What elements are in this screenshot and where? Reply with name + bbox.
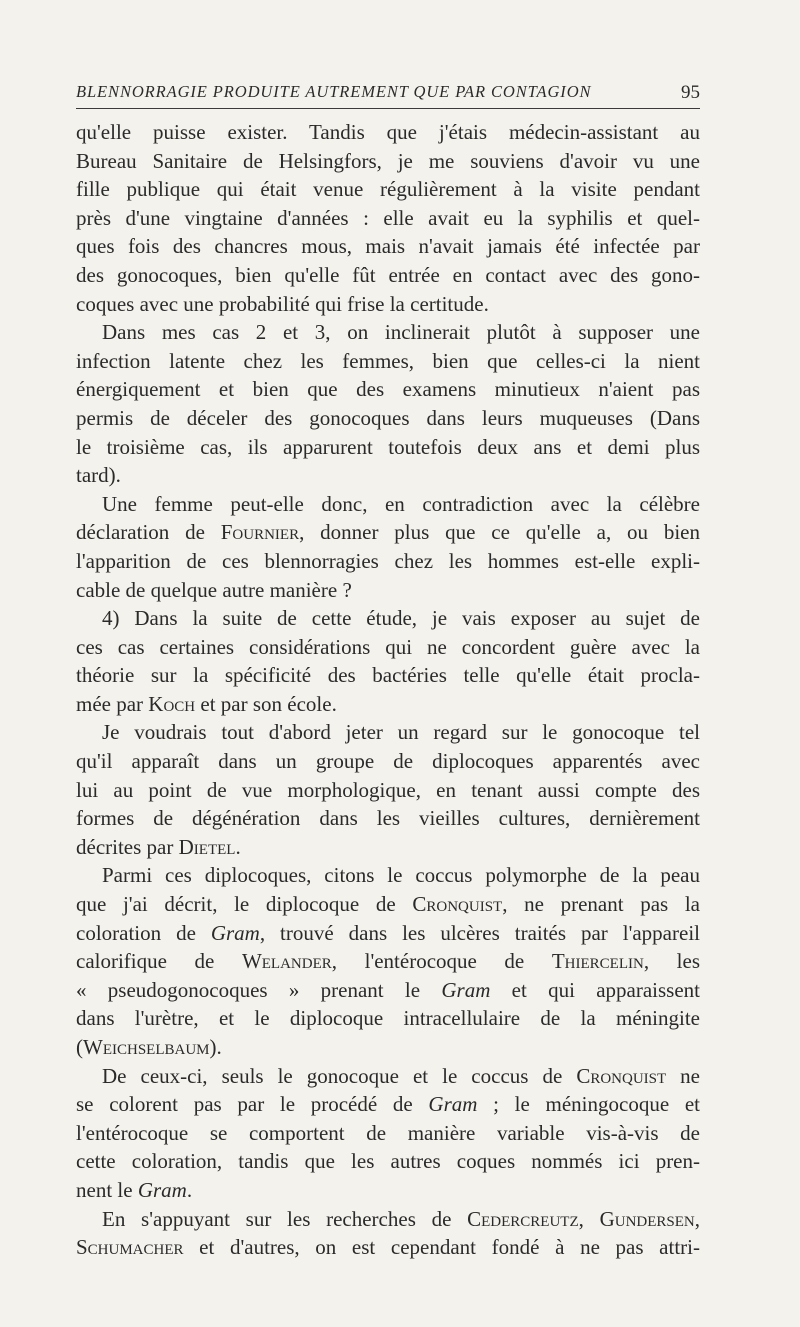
text-line: tard). [76, 463, 121, 488]
text-line: l'entérocoque se comportent de manière variable vis-à-vis de [76, 1120, 700, 1145]
text-line: théorie sur la spécificité des bactéries telle qu'elle était procla- [76, 663, 700, 688]
text-line: En s'appuyant sur les recherches de Cedercreutz, Gundersen, [102, 1206, 700, 1231]
text-line: ces cas certaines considérations qui ne concordent guère avec la [76, 634, 700, 659]
text-line: formes de dégénération dans les vieilles cultures, dernièrement [76, 806, 700, 831]
page-number: 95 [681, 82, 700, 103]
text-line: se colorent pas par le procédé de Gram ; le méningocoque et [76, 1092, 700, 1117]
text-line: Une femme peut-elle donc, en contradiction avec la célèbre [102, 491, 700, 516]
text-line: Bureau Sanitaire de Helsingfors, je me souviens d'avoir vu une [76, 148, 700, 173]
text-line: dans l'urètre, et le diplocoque intracellulaire de la méningite [76, 1006, 700, 1031]
text-line: De ceux-ci, seuls le gonocoque et le coccus de Cronquist ne [102, 1063, 701, 1088]
text-line: permis de déceler des gonocoques dans leurs muqueuses (Dans [76, 405, 700, 430]
text-line: « pseudogonocoques » prenant le Gram et qui apparaissent [76, 977, 701, 1002]
text-line: coloration de Gram, trouvé dans les ulcères traités par l'appareil [76, 920, 700, 945]
text-line: près d'une vingtaine d'années : elle avait eu la syphilis et quel- [76, 205, 700, 230]
text-line: l'apparition de ces blennorragies chez les hommes est-elle expli- [76, 548, 700, 573]
text-line: Parmi ces diplocoques, citons le coccus polymorphe de la peau [102, 863, 700, 888]
text-line: coques avec une probabilité qui frise la certitude. [76, 291, 489, 316]
running-header [76, 80, 700, 109]
text-line: Je voudrais tout d'abord jeter un regard sur le gonocoque tel [102, 720, 700, 745]
text-line: cette coloration, tandis que les autres coques nommés ici pren- [76, 1149, 700, 1174]
text-line: lui au point de vue morphologique, en tenant aussi compte des [76, 777, 700, 802]
text-line: calorifique de Welander, l'entérocoque de Thiercelin, les [76, 949, 700, 974]
text-line: énergiquement et bien que des examens minutieux n'aient pas [76, 377, 700, 402]
text-line: Schumacher et d'autres, on est cependant fondé à ne pas attri- [76, 1235, 700, 1260]
text-line: Dans mes cas 2 et 3, on inclinerait plutôt à supposer une [102, 320, 700, 345]
text-line: nent le Gram. [76, 1177, 193, 1202]
text-line: fille publique qui était venue régulièrement à la visite pendant [76, 177, 700, 202]
text-line: décrites par Dietel. [76, 834, 241, 859]
text-line: qu'il apparaît dans un groupe de diplocoques apparentés avec [76, 749, 700, 774]
text-line: déclaration de Fournier, donner plus que ce qu'elle a, ou bien [76, 520, 701, 545]
text-line: ques fois des chancres mous, mais n'avait jamais été infectée par [76, 234, 700, 259]
text-line: le troisième cas, ils apparurent toutefois deux ans et demi plus [76, 434, 700, 459]
text-line: mée par Koch et par son école. [76, 691, 337, 716]
body-text [76, 118, 700, 1262]
text-line: qu'elle puisse exister. Tandis que j'étais médecin-assistant au [76, 120, 700, 144]
text-line: infection latente chez les femmes, bien que celles-ci la nient [76, 348, 700, 373]
text-line: (Weichselbaum). [76, 1035, 222, 1059]
text-line: que j'ai décrit, le diplocoque de Cronquist, ne prenant pas la [76, 892, 700, 917]
running-title: BLENNORRAGIE PRODUITE AUTREMENT QUE PAR CONTAGION [76, 82, 592, 101]
text-line: 4) Dans la suite de cette étude, je vais exposer au sujet de [102, 606, 700, 631]
text-line: cable de quelque autre manière ? [76, 577, 352, 602]
text-line: des gonocoques, bien qu'elle fût entrée en contact avec des gono- [76, 262, 700, 287]
